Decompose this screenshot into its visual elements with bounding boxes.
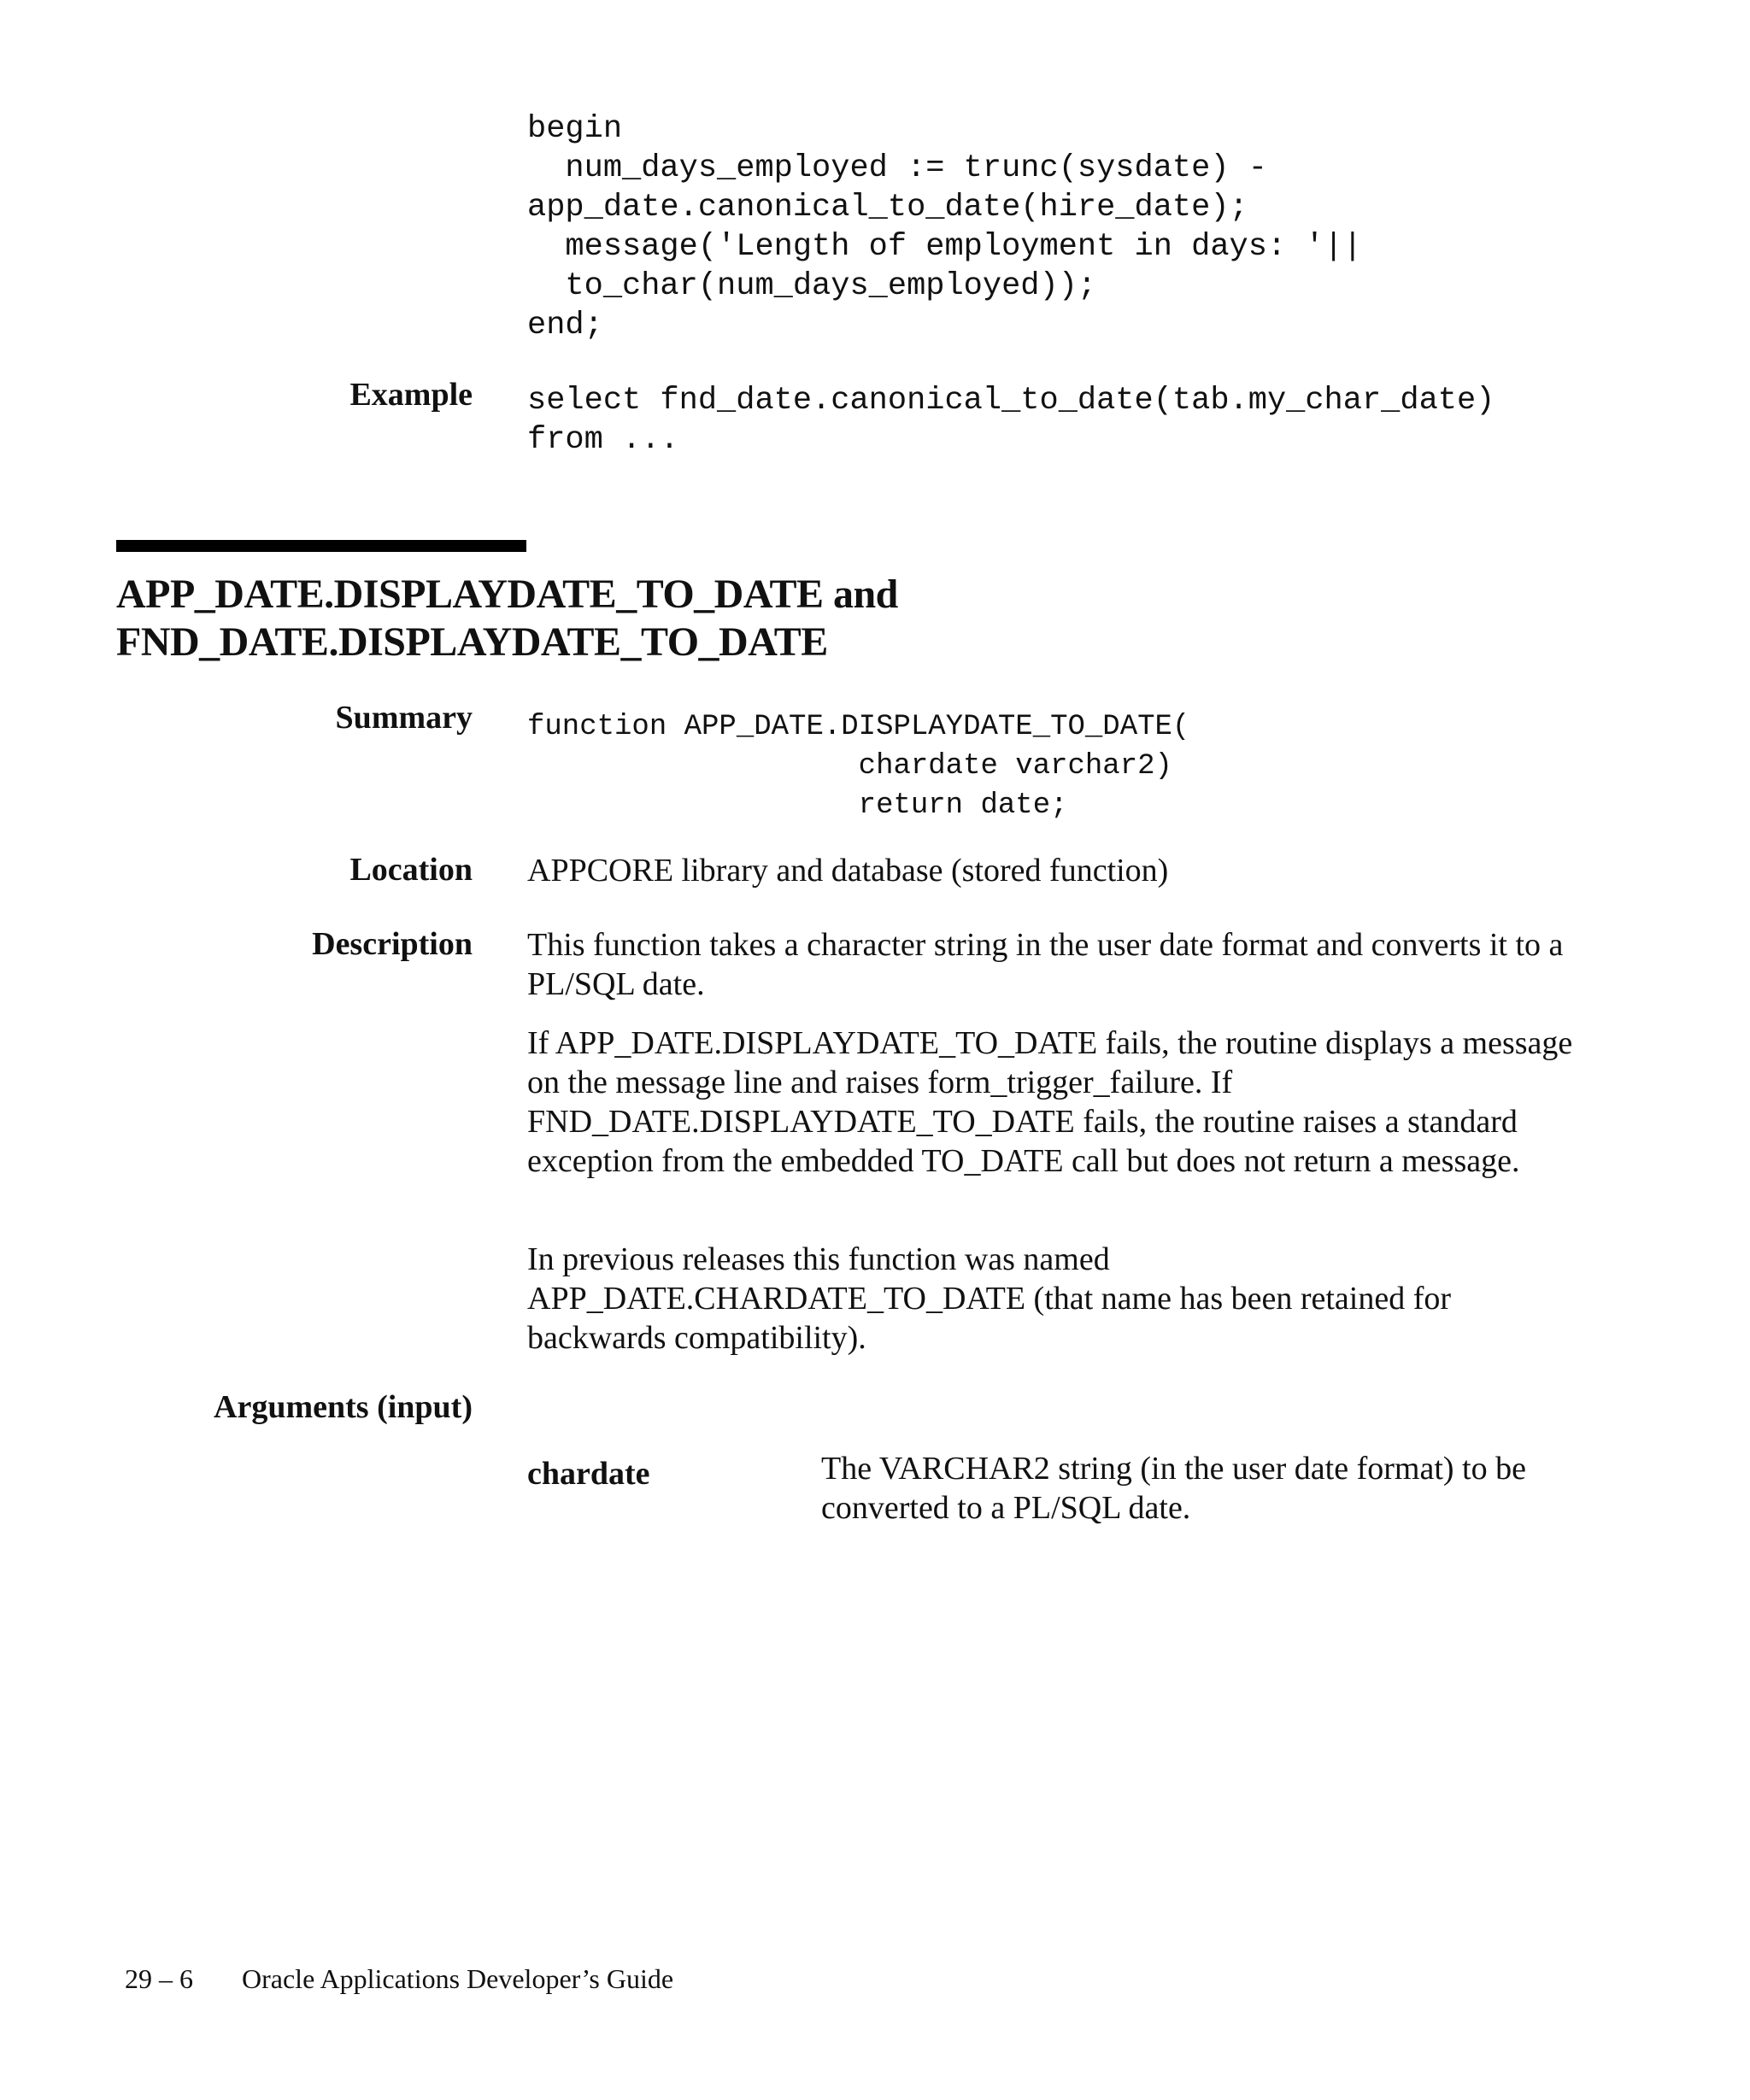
example-code: select fnd_date.canonical_to_date(tab.my_char_date) from ... [527, 383, 1495, 458]
argument-description: The VARCHAR2 string (in the user date format) to be converted to a PL/SQL date. [821, 1451, 1526, 1526]
section-heading-line-1: APP_DATE.DISPLAYDATE_TO_DATE and [116, 572, 898, 617]
example-label: Example [349, 377, 473, 413]
location-label: Location [349, 852, 473, 888]
description-paragraph-3: In previous releases this function was named APP_DATE.CHARDATE_TO_DATE (that name has been retained for backwards compatibility). [527, 1241, 1452, 1356]
summary-code: function APP_DATE.DISPLAYDATE_TO_DATE( chardate varchar2) return date; [527, 711, 1190, 822]
arguments-label: Arguments (input) [214, 1389, 473, 1425]
summary-label: Summary [335, 700, 473, 736]
section-heading-line-2: FND_DATE.DISPLAYDATE_TO_DATE [116, 619, 828, 665]
description-label: Description [312, 926, 473, 962]
code-snippet-top: begin num_days_employed := trunc(sysdate) - app_date.canonical_to_date(hire_date); message('Length of employment in days: '|| to_char(num_days_employed)); end; [527, 111, 1362, 343]
location-text: APPCORE library and database (stored function) [527, 853, 1169, 889]
footer-page-number: 29 – 6 [125, 1963, 193, 1994]
section-rule [116, 540, 526, 552]
description-paragraph-1: This function takes a character string in the user date format and converts it to a PL/SQL date. [527, 927, 1564, 1002]
footer-book-title: Oracle Applications Developer’s Guide [242, 1963, 674, 1994]
argument-name: chardate [527, 1456, 650, 1492]
description-paragraph-2: If APP_DATE.DISPLAYDATE_TO_DATE fails, the routine displays a message on the message line and raises form_trigger_failure. If FND_DATE.DISPLAYDATE_TO_DATE fails, the routine raises a standard exception from the embedded TO_DATE call but does not return a message. [527, 1025, 1573, 1179]
section-heading [116, 571, 898, 666]
